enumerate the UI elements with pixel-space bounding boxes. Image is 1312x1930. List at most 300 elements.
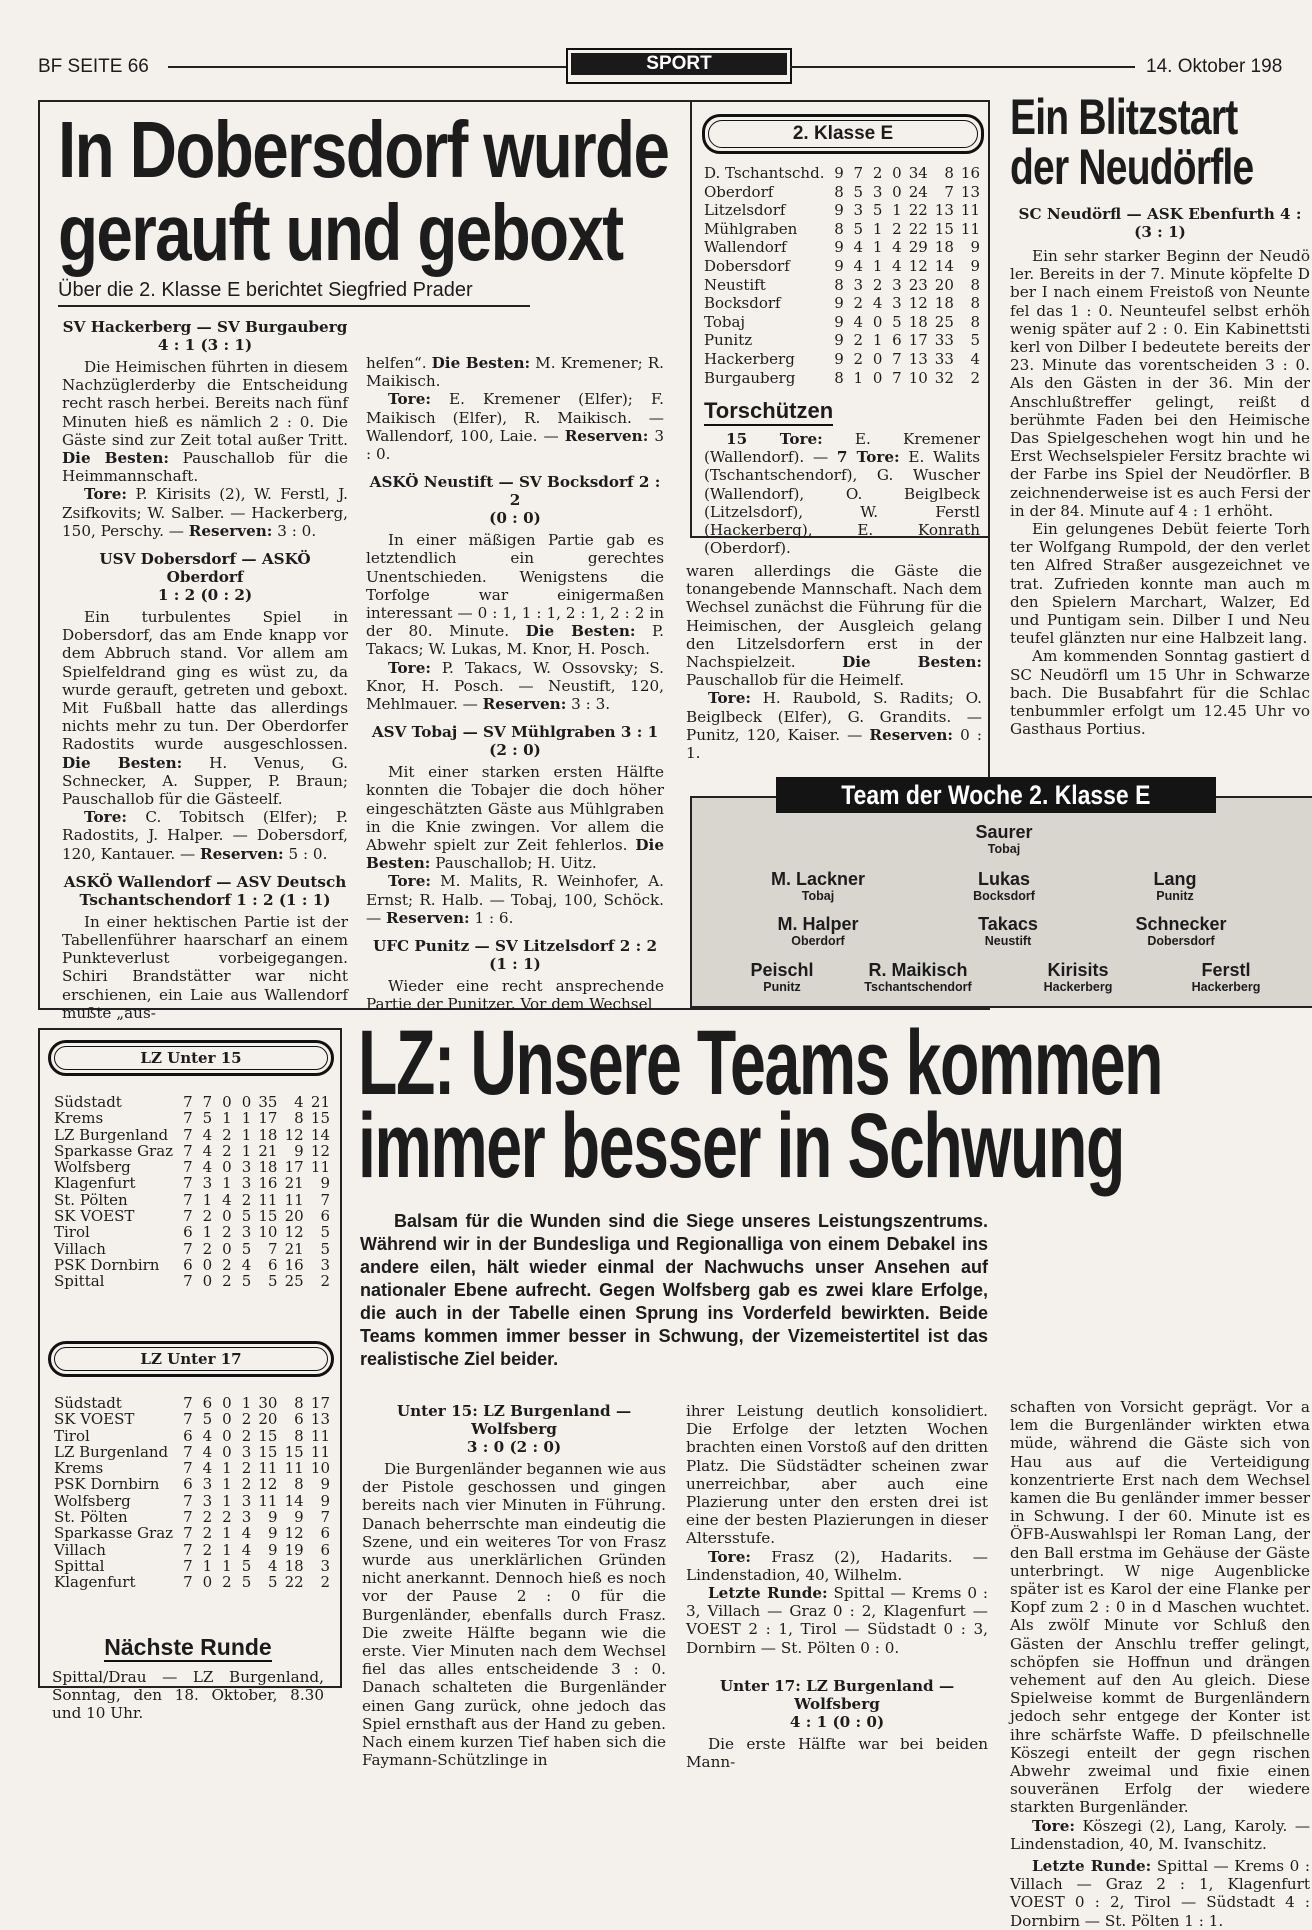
team-name-cell: Spittal <box>54 1272 105 1291</box>
table-row <box>704 220 980 239</box>
stat-cell: 1 <box>872 256 883 275</box>
stat-cell: 4 <box>970 349 980 368</box>
team-name-cell: Sparkasse Graz <box>54 1141 174 1160</box>
next-round-title: Nächste Runde <box>104 1634 272 1660</box>
team-name-cell: Krems <box>54 1109 104 1128</box>
match-title: SC Neudörfl — ASK Ebenfurth 4 : <box>1018 205 1302 223</box>
stat-cell: 7 <box>183 1158 193 1177</box>
stat-cell: 3 <box>202 1475 213 1494</box>
stat-cell: 2 <box>202 1524 213 1543</box>
stat-cell: 7 <box>183 1556 193 1575</box>
stat-cell: 0 <box>222 1442 232 1461</box>
team-name-cell: Wolfsberg <box>54 1158 131 1177</box>
stat-cell: 2 <box>202 1207 213 1226</box>
stat-cell: 18 <box>258 1158 278 1177</box>
stat-cell: 2 <box>222 1125 232 1144</box>
stat-cell: 29 <box>908 238 928 257</box>
stat-cell: 0 <box>222 1158 232 1177</box>
stat-cell: 7 <box>892 349 902 368</box>
player-name: Peischl <box>750 960 814 980</box>
team-name-cell: Litzelsdorf <box>704 201 786 220</box>
stat-cell: 1 <box>222 1475 232 1494</box>
stat-cell: 25 <box>284 1272 304 1291</box>
player-name: Schnecker <box>1135 914 1227 934</box>
stat-cell: 16 <box>258 1174 278 1193</box>
match-title: ASV Tobaj — SV Mühlgraben 3 : 1 <box>371 723 659 742</box>
stat-cell: 9 <box>320 1475 330 1494</box>
stat-cell: 30 <box>258 1394 278 1412</box>
stat-cell: 9 <box>834 312 844 331</box>
stat-cell: 9 <box>320 1491 330 1510</box>
stat-cell: 14 <box>934 256 954 275</box>
player-name: R. Maikisch <box>868 960 968 980</box>
stat-cell: 9 <box>834 331 844 350</box>
stat-cell: 4 <box>853 256 864 275</box>
stat-cell: 1 <box>202 1223 213 1242</box>
stat-cell: 2 <box>222 1573 232 1592</box>
stat-cell: 4 <box>222 1190 232 1209</box>
table-row <box>54 1192 330 1208</box>
match-score: (0 : 0) <box>489 509 541 528</box>
player-club: Hackerberg <box>1043 980 1113 994</box>
stat-cell: 3 <box>202 1491 213 1510</box>
stat-cell: 2 <box>202 1508 213 1527</box>
stat-cell: 1 <box>222 1556 232 1575</box>
lz-u17-title: LZ Unter 17 <box>48 1341 334 1377</box>
stat-cell: 7 <box>183 1394 193 1412</box>
team-name-cell: Krems <box>54 1459 104 1478</box>
table-row <box>54 1395 330 1411</box>
stat-cell: 15 <box>310 1109 330 1128</box>
stat-cell: 7 <box>320 1190 330 1209</box>
stat-cell: 2 <box>241 1410 252 1429</box>
stat-cell: 10 <box>258 1223 278 1242</box>
team-name-cell: Oberdorf <box>704 182 774 201</box>
stat-cell: 11 <box>310 1426 330 1445</box>
stat-cell: 2 <box>970 368 980 387</box>
stat-cell: 6 <box>202 1394 213 1412</box>
stat-cell: 8 <box>944 164 954 182</box>
stat-cell: 2 <box>872 164 883 182</box>
stat-cell: 11 <box>258 1459 278 1478</box>
stat-cell: 0 <box>202 1272 213 1291</box>
standings-table-2-klasse-e <box>704 164 980 387</box>
stat-cell: 18 <box>934 294 954 313</box>
stat-cell: 9 <box>834 349 844 368</box>
team-name-cell: Punitz <box>704 331 753 350</box>
team-name-cell: PSK Dornbirn <box>54 1255 160 1274</box>
lz-u15-title: LZ Unter 15 <box>48 1040 334 1076</box>
stat-cell: 6 <box>294 1410 304 1429</box>
stat-cell: 7 <box>183 1459 193 1478</box>
stat-cell: 7 <box>183 1508 193 1527</box>
stat-cell: 9 <box>834 294 844 313</box>
team-name-cell: St. Pölten <box>54 1190 128 1209</box>
table-row <box>54 1241 330 1257</box>
stat-cell: 6 <box>183 1475 193 1494</box>
stat-cell: 7 <box>853 164 864 182</box>
stat-cell: 4 <box>241 1540 252 1559</box>
stat-cell: 0 <box>222 1426 232 1445</box>
table-row <box>704 257 980 276</box>
match-title: USV Dobersdorf — ASKÖ Oberdorf <box>99 550 311 587</box>
stat-cell: 2 <box>241 1190 252 1209</box>
stat-cell: 0 <box>222 1207 232 1226</box>
table-row <box>54 1175 330 1191</box>
stat-cell: 3 <box>202 1174 213 1193</box>
player-club: Tschantschendorf <box>864 980 972 994</box>
team-name-cell: Dobersdorf <box>704 256 790 275</box>
table-row <box>704 238 980 257</box>
table-row <box>704 164 980 183</box>
match-score: 3 : 0 (2 : 0) <box>466 1438 562 1456</box>
headline-neudoerfl-2: der Neudörfle <box>1010 138 1254 195</box>
stat-cell: 2 <box>222 1508 232 1527</box>
stat-cell: 9 <box>834 238 844 257</box>
stat-cell: 1 <box>202 1556 213 1575</box>
stat-cell: 1 <box>241 1394 252 1412</box>
stat-cell: 9 <box>267 1524 278 1543</box>
stat-cell: 7 <box>183 1573 193 1592</box>
stat-cell: 0 <box>202 1255 213 1274</box>
stat-cell: 2 <box>222 1223 232 1242</box>
article-neudoerfl: Ein Blitzstart der Neudörfle SC Neudörfl — ASK Ebenfurth 4 : (3 : 1) Ein sehr starker Beginn der Neudö ler. Bereits in der 7. Minute köpfelte D ber I nach einem Freistoß von Neunte fel das 1 : 0. Neunteufel selbst erhöh wenig später auf 2 : 0. Ein Kabinettsti kerl von Dilber I bedeutete bereits der 23. Minute das vorentscheiden 3 : 0. Als den Gästen in der 36. Min der Anschlußtreffer gelingt, reißt d berühmte Faden bei den Heimische Das Spielgeschehen wogt hin und he Erst Wechselspieler Fersitz brachte wi der Farbe ins Spiel der Neudörfler. B zeichnenderweise ist es auch Fersi der in der 84. Minute auf 4 : 1 erhöht. Ein gelungenes Debüt feierte Torh ter Wolfgang Rumpold, der den verlet ten Alfred Straßer ausgezeichnet ve trat. Zufrieden konnte man auch m den Spielern Marchart, Walzer, Ed und Puntigam sein. Dilber I und Neu teufel glänzten nur eine Halbzeit lang. Am kommenden Sonntag gastiert d SC Neudörfl um 15 Uhr in Schwarze bach. Die Busabfahrt für die Schlac tenbummler erfolgt um 12.45 Uhr vo Gasthaus Portius. <box>1010 89 1310 739</box>
stat-cell: 1 <box>853 368 864 387</box>
stat-cell: 18 <box>258 1125 278 1144</box>
team-player <box>1135 914 1226 948</box>
table-row <box>54 1127 330 1143</box>
issue-date: 14. Oktober 198 <box>1146 56 1283 77</box>
player-name: Takacs <box>978 914 1038 934</box>
stat-cell: 8 <box>834 275 844 294</box>
table-row <box>54 1476 330 1492</box>
stat-cell: 21 <box>284 1239 304 1258</box>
stat-cell: 9 <box>834 256 844 275</box>
team-name-cell: Wolfsberg <box>54 1491 131 1510</box>
team-player <box>777 914 858 948</box>
stat-cell: 0 <box>222 1394 232 1412</box>
stat-cell: 4 <box>202 1442 213 1461</box>
stat-cell: 9 <box>320 1174 330 1193</box>
stat-cell: 7 <box>183 1272 193 1291</box>
team-name-cell: Bocksdorf <box>704 294 781 313</box>
stat-cell: 8 <box>970 312 980 331</box>
stat-cell: 5 <box>241 1239 252 1258</box>
stat-cell: 4 <box>892 256 902 275</box>
team-name-cell: Wallendorf <box>704 238 787 257</box>
stat-cell: 22 <box>908 201 928 220</box>
table-row <box>54 1509 330 1525</box>
article3-column-3: schaften von Vorsicht geprägt. Vor a lem die Burgenländer wirkten etwa müde, während die Gäste sich von Hau aus auf die Verteidigung konzentrierte Erst nach dem Wechsel kamen die Bu genländer immer besser in Schwung. I der 60. Minute ist es ÖFB-Auswahlspi ler Roman Lang, der den Ball erstma im Gehäuse der Gäste unterbringt. W nige Augenblicke später ist es Karol der eine Flanke per Kopf zum 2 : 0 in d Maschen wuchtet. Als zwölf Minute vor Schluß den Gästen der Anschlu treffer gelingt, schöpfen sie Hoffnun und drängen vehement auf den Au gleich. Diese Spielweise kommt de Burgenländern jedoch sehr entgege der Konter ist ihre schärfste Waffe. D pfeilschnelle Köszegi enteilt der gegn rischen Abwehr zweimal und fixie einen souveränen Erfolg der wiedere starkten Burgenländer. Tore: Köszegi (2), Lang, Karoly. — Lindenstadion, 40, M. Ivanschitz. Letzte Runde: Spittal — Krems 0 : Villach — Graz 2 : 1, Klagenfurt VOEST 0 : 2, Tirol — Südstadt 4 : Dornbirn — St. Pölten 1 : 1. <box>1010 1398 1311 1930</box>
stat-cell: 7 <box>183 1239 193 1258</box>
stat-cell: 0 <box>202 1573 213 1592</box>
player-name: M. Lackner <box>770 869 866 889</box>
player-name: Ferstl <box>1201 960 1251 980</box>
standings-table-lz-u15 <box>54 1094 330 1290</box>
stat-cell: 2 <box>853 331 864 350</box>
stat-cell: 4 <box>202 1125 213 1144</box>
stat-cell: 25 <box>934 312 954 331</box>
team-name-cell: Villach <box>54 1239 106 1258</box>
stat-cell: 15 <box>284 1442 304 1461</box>
stat-cell: 4 <box>241 1255 252 1274</box>
stat-cell: 7 <box>944 182 954 201</box>
stat-cell: 35 <box>258 1093 278 1111</box>
stat-cell: 7 <box>183 1540 193 1559</box>
stat-cell: 13 <box>908 349 928 368</box>
stat-cell: 1 <box>892 201 902 220</box>
stat-cell: 3 <box>892 275 902 294</box>
stat-cell: 5 <box>241 1573 252 1592</box>
table-row <box>704 294 980 313</box>
stat-cell: 5 <box>853 182 864 201</box>
player-club: Tobaj <box>801 889 835 903</box>
stat-cell: 4 <box>202 1158 213 1177</box>
stat-cell: 1 <box>241 1125 252 1144</box>
stat-cell: 2 <box>853 349 864 368</box>
player-name: Lang <box>1153 869 1197 889</box>
table-row <box>54 1428 330 1444</box>
stat-cell: 6 <box>892 331 902 350</box>
table-row <box>54 1257 330 1273</box>
stat-cell: 20 <box>284 1207 304 1226</box>
table-row <box>54 1574 330 1590</box>
stat-cell: 8 <box>294 1394 304 1412</box>
stat-cell: 2 <box>202 1239 213 1258</box>
team-player <box>750 960 813 994</box>
player-name: Lukas <box>977 869 1031 889</box>
stat-cell: 1 <box>872 219 883 238</box>
stat-cell: 4 <box>853 312 864 331</box>
stat-cell: 0 <box>872 312 883 331</box>
stat-cell: 3 <box>241 1442 252 1461</box>
stat-cell: 3 <box>241 1491 252 1510</box>
stat-cell: 5 <box>892 312 902 331</box>
stat-cell: 4 <box>892 238 902 257</box>
stat-cell: 22 <box>908 219 928 238</box>
stat-cell: 12 <box>284 1223 304 1242</box>
stat-cell: 8 <box>834 182 844 201</box>
stat-cell: 2 <box>222 1141 232 1160</box>
stat-cell: 9 <box>970 238 980 257</box>
stat-cell: 2 <box>892 219 902 238</box>
stat-cell: 2 <box>241 1475 252 1494</box>
stat-cell: 8 <box>834 368 844 387</box>
stat-cell: 12 <box>310 1141 330 1160</box>
stat-cell: 4 <box>872 294 883 313</box>
stat-cell: 3 <box>241 1158 252 1177</box>
stat-cell: 3 <box>892 294 902 313</box>
stat-cell: 12 <box>908 294 928 313</box>
stat-cell: 24 <box>908 182 928 201</box>
stat-cell: 7 <box>183 1207 193 1226</box>
stat-cell: 10 <box>310 1459 330 1478</box>
stat-cell: 9 <box>267 1508 278 1527</box>
stat-cell: 0 <box>241 1093 252 1111</box>
match-title: Unter 15: LZ Burgenland — Wolfsberg <box>396 1402 632 1438</box>
table-row <box>704 276 980 295</box>
team-player <box>978 914 1038 948</box>
stat-cell: 1 <box>222 1491 232 1510</box>
stat-cell: 9 <box>294 1508 304 1527</box>
stat-cell: 6 <box>267 1255 278 1274</box>
stat-cell: 0 <box>222 1239 232 1258</box>
stat-cell: 0 <box>892 164 902 182</box>
stat-cell: 11 <box>258 1190 278 1209</box>
stat-cell: 17 <box>310 1394 330 1412</box>
team-name-cell: LZ Burgenland <box>54 1442 169 1461</box>
stat-cell: 16 <box>960 164 980 182</box>
stat-cell: 7 <box>183 1442 193 1461</box>
stat-cell: 6 <box>320 1524 330 1543</box>
team-name-cell: PSK Dornbirn <box>54 1475 160 1494</box>
page-number: BF SEITE 66 <box>38 56 149 77</box>
stat-cell: 13 <box>960 182 980 201</box>
headline-line-1: In Dobersdorf wurde <box>58 105 669 194</box>
match-title: SV Hackerberg — SV Burgauberg <box>62 318 348 336</box>
stat-cell: 23 <box>908 275 928 294</box>
team-name-cell: Spittal <box>54 1556 105 1575</box>
headline-line-2: gerauft und geboxt <box>58 188 623 277</box>
stat-cell: 0 <box>872 349 883 368</box>
stat-cell: 11 <box>258 1491 278 1510</box>
stat-cell: 2 <box>872 275 883 294</box>
stat-cell: 0 <box>872 368 883 387</box>
stat-cell: 4 <box>853 238 864 257</box>
stat-cell: 7 <box>267 1239 278 1258</box>
stat-cell: 1 <box>202 1190 213 1209</box>
stat-cell: 34 <box>908 164 928 182</box>
stat-cell: 13 <box>934 201 954 220</box>
stat-cell: 5 <box>267 1573 278 1592</box>
player-club: Bocksdorf <box>973 889 1035 903</box>
team-player <box>973 869 1035 903</box>
match-score: 1 : 2 (0 : 2) <box>157 586 253 605</box>
stat-cell: 7 <box>183 1141 193 1160</box>
match-score: 4 : 1 (3 : 1) <box>157 336 253 354</box>
stat-cell: 1 <box>222 1524 232 1543</box>
team-player <box>1044 960 1113 994</box>
headline-neudoerfl-1: Ein Blitzstart <box>1010 89 1238 145</box>
stat-cell: 3 <box>853 201 864 220</box>
table-row <box>704 201 980 220</box>
team-player <box>1154 869 1197 903</box>
stat-cell: 7 <box>183 1125 193 1144</box>
stat-cell: 18 <box>934 238 954 257</box>
stat-cell: 15 <box>258 1426 278 1445</box>
stat-cell: 6 <box>183 1255 193 1274</box>
stat-cell: 0 <box>222 1410 232 1429</box>
stat-cell: 10 <box>908 368 928 387</box>
table-row <box>704 331 980 350</box>
stat-cell: 11 <box>960 219 980 238</box>
stat-cell: 4 <box>202 1459 213 1478</box>
stat-cell: 14 <box>284 1491 304 1510</box>
player-club: Hackerberg <box>1191 980 1261 994</box>
stat-cell: 6 <box>320 1207 330 1226</box>
stat-cell: 3 <box>853 275 864 294</box>
team-name-cell: LZ Burgenland <box>54 1125 169 1144</box>
team-player <box>864 960 971 994</box>
stat-cell: 12 <box>284 1524 304 1543</box>
stat-cell: 18 <box>284 1556 304 1575</box>
stat-cell: 7 <box>320 1508 330 1527</box>
scorers-title: Torschützen <box>704 398 833 426</box>
player-club: Neustift <box>984 934 1032 948</box>
stat-cell: 8 <box>294 1109 304 1128</box>
stat-cell: 22 <box>284 1573 304 1592</box>
team-name-cell: D. Tschantschd. <box>704 164 825 182</box>
table-row <box>54 1444 330 1460</box>
stat-cell: 4 <box>202 1141 213 1160</box>
stat-cell: 12 <box>258 1475 278 1494</box>
player-name: Saurer <box>975 822 1033 842</box>
stat-cell: 15 <box>258 1207 278 1226</box>
stat-cell: 1 <box>872 238 883 257</box>
standings-table-lz-u17 <box>54 1395 330 1591</box>
stat-cell: 1 <box>222 1459 232 1478</box>
table-row <box>54 1224 330 1240</box>
match-score: (1 : 1) <box>489 955 541 974</box>
team-name-cell: Sparkasse Graz <box>54 1524 174 1543</box>
stat-cell: 4 <box>294 1093 304 1111</box>
player-name: Kirisits <box>1047 960 1109 980</box>
stat-cell: 17 <box>284 1158 304 1177</box>
team-name-cell: Hackerberg <box>704 349 795 368</box>
table-row <box>54 1159 330 1175</box>
stat-cell: 5 <box>202 1410 213 1429</box>
stat-cell: 8 <box>294 1426 304 1445</box>
stat-cell: 5 <box>241 1207 252 1226</box>
stat-cell: 1 <box>241 1141 252 1160</box>
stat-cell: 7 <box>183 1174 193 1193</box>
player-club: Oberdorf <box>791 934 845 948</box>
stat-cell: 0 <box>222 1093 232 1111</box>
stat-cell: 1 <box>222 1109 232 1128</box>
table-row <box>54 1094 330 1110</box>
table-row <box>54 1208 330 1224</box>
stat-cell: 14 <box>310 1125 330 1144</box>
stat-cell: 3 <box>241 1174 252 1193</box>
stat-cell: 32 <box>934 368 954 387</box>
player-club: Tobaj <box>987 842 1021 856</box>
team-name-cell: Neustift <box>704 275 766 294</box>
stat-cell: 9 <box>267 1540 278 1559</box>
article1-column-1: SV Hackerberg — SV Burgauberg 4 : 1 (3 : 1) Die Heimischen führten in diesem Nachzüglerderby die Entscheidung recht rasch herbei. Bereits nach fünf Minuten hieß es nämlich 2 : 0. Die Gäste sind zur Zeit total außer Tritt. Die Besten: Pauschallob für die Heimmannschaft. Tore: P. Kirisits (2), W. Ferstl, J. Zsifkovits; W. Salber. — Hackerberg, 150, Perschy. — Reserven: 3 : 0. USV Dobersdorf — ASKÖ Oberdorf 1 : 2 (0 : 2) Ein turbulentes Spiel in Dobersdorf, das am Ende knapp vor dem Abbruch stand. Vor allem am Spielfeldrand ging es wüst zu, da wurde gerauft, getreten und geboxt. Mit Fußball hatte das allerdings nichts mehr zu tun. Der Oberdorfer Radostits wurde ausgeschlossen. Die Besten: H. Venus, G. Schnecker, A. Supper, P. Braun; Pauschallob für die Gästeelf. Tore: C. Tobitsch (Elfer); P. Radostits, J. Halper. — Dobersdorf, 120, Kantauer. — Reserven: 5 : 0. ASKÖ Wallendorf — ASV Deutsch Tschantschendorf 1 : 2 (1 : 1) In einer hektischen Partie ist der Tabellenführer haarscharf an einem Punkteverlust vorbeigegangen. Schiri Brandstätter war nicht erschienen, ein Laie aus Wallendorf mußte „aus- <box>62 318 349 1022</box>
article1-column-2: helfen“. Die Besten: M. Kremener; R. Maikisch. Tore: E. Kremener (Elfer); F. Maikisch (Elfer), R. Maikisch. — Wallendorf, 100, Laie. — Reserven: 3 : 0. ASKÖ Neustift — SV Bocksdorf 2 : 2 (0 : 0) In einer mäßigen Partie gab es letztendlich ein gerechtes Unentschieden. Wenigstens die Torfolge war einigermaßen interessant — 0 : 1, 1 : 1, 2 : 1, 2 : 2 in der 80. Minute. Die Besten: P. Takacs; W. Lukas, M. Knor, H. Posch. Tore: P. Takacs, W. Ossovsky; S. Knor, H. Posch. — Neustift, 120, Mehlmauer. — Reserven: 3 : 3. ASV Tobaj — SV Mühlgraben 3 : 1 (2 : 0) Mit einer starken ersten Hälfte konnten die Tobajer die doch höher eingeschätzten Gäste aus Mühlgraben in die Knie zwingen. Vor allem die Abwehr spielt zur Zeit fehlerlos. Die Besten: Pauschallob; H. Uitz. Tore: M. Malits, R. Weinhofer, A. Ernst; R. Halb. — Tobaj, 100, Schöck. — Reserven: 1 : 6. UFC Punitz — SV Litzelsdorf 2 : 2 (1 : 1) Wieder eine recht ansprechende Partie der Punitzer. Vor dem Wechsel <box>366 354 664 1014</box>
stat-cell: 2 <box>853 294 864 313</box>
stat-cell: 21 <box>284 1174 304 1193</box>
stat-cell: 21 <box>310 1093 330 1111</box>
stat-cell: 9 <box>834 164 844 182</box>
team-name-cell: Villach <box>54 1540 106 1559</box>
table-row <box>54 1110 330 1126</box>
stat-cell: 2 <box>222 1272 232 1291</box>
stat-cell: 5 <box>202 1109 213 1128</box>
team-name-cell: Burgauberg <box>704 368 796 387</box>
stat-cell: 11 <box>310 1158 330 1177</box>
stat-cell: 3 <box>241 1223 252 1242</box>
stat-cell: 7 <box>202 1093 213 1111</box>
stat-cell: 20 <box>934 275 954 294</box>
stat-cell: 17 <box>258 1109 278 1128</box>
stat-cell: 7 <box>183 1524 193 1543</box>
article3-column-2: ihrer Leistung deutlich konsolidiert. Die Erfolge der letzten Wochen brachten einen Vorstoß auf den dritten Platz. Die Südstädter scheinen zwar unerreichbar, aber auch eine Plazierung unter den ersten drei ist eine der besten Plazierungen in dieser Altersstufe. Tore: Frasz (2), Hadarits. — Lindenstadion, 40, Wilhelm. Letzte Runde: Spittal — Krems 0 : 3, Villach — Graz 0 : 2, Klagenfurt — VOEST 2 : 1, Tirol — Südstadt 0 : 3, Dornbirn — St. Pölten 0 : 0. Unter 17: LZ Burgenland — Wolfsberg 4 : 1 (0 : 0) Die erste Hälfte war bei beiden Mann- <box>686 1402 989 1772</box>
match-title: UFC Punitz — SV Litzelsdorf 2 : 2 <box>372 937 658 956</box>
stat-cell: 6 <box>183 1223 193 1242</box>
stat-cell: 11 <box>960 201 980 220</box>
player-club: Dobersdorf <box>1147 934 1215 948</box>
